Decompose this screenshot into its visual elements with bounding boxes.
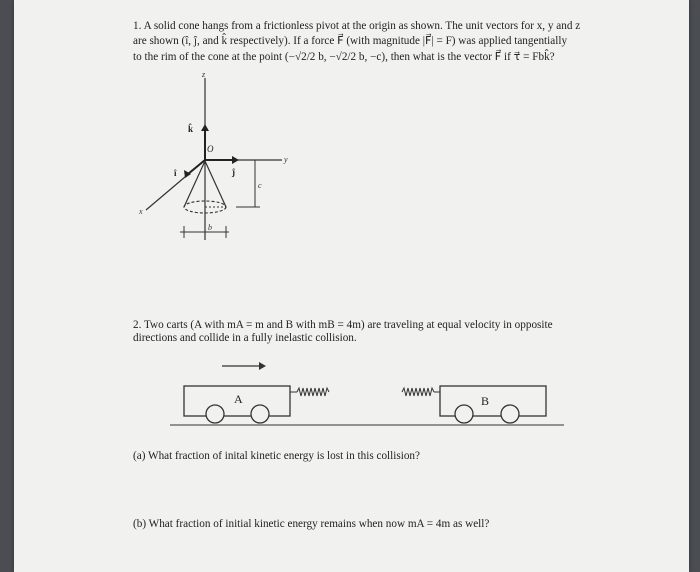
cart-a-wheel-right xyxy=(251,405,269,423)
j-vector-label: ĵ xyxy=(232,167,235,177)
j-arrowhead xyxy=(232,156,239,164)
z-axis-label: z xyxy=(202,70,206,79)
problem2-line1: 2. Two carts (A with mA = m and B with mB = 4m) are traveling at equal velocity in opposite xyxy=(133,319,553,331)
spring-a xyxy=(297,388,329,396)
k-arrowhead xyxy=(201,124,209,131)
k-vector-label: k̂ xyxy=(188,124,194,134)
c-label: c xyxy=(258,181,262,190)
problem1-line3: to the rim of the cone at the point (−√2/2 b, −√2/2 b, −c), then what is the vector F⃗ if τ⃗ = Fbk̂? xyxy=(133,51,555,63)
cart-b-label: B xyxy=(481,394,490,408)
y-axis-label: y xyxy=(284,155,288,164)
spring-b xyxy=(402,388,434,396)
cart-a-label: A xyxy=(234,392,243,406)
b-label: b xyxy=(208,223,212,232)
problem1-line1: 1. A solid cone hangs from a frictionless pivot at the origin as shown. The unit vectors for x, y and z xyxy=(133,20,581,32)
problem2-line2: directions and collide in a fully inelastic collision. xyxy=(133,332,357,344)
x-axis-label: x xyxy=(139,207,143,216)
velocity-arrowhead xyxy=(259,362,266,370)
cone-diagram xyxy=(14,0,689,572)
document-page xyxy=(14,0,689,572)
cart-a-wheel-left xyxy=(206,405,224,423)
origin-label: O xyxy=(207,144,214,154)
cart-b-wheel-left xyxy=(455,405,473,423)
problem2-part-b: (b) What fraction of initial kinetic energy remains when now mA = 4m as well? xyxy=(133,518,490,530)
cone-right-side xyxy=(205,161,226,207)
problem2-part-a: (a) What fraction of inital kinetic energy is lost in this collision? xyxy=(133,450,420,462)
i-vector-label: î xyxy=(174,168,177,178)
cart-b-wheel-right xyxy=(501,405,519,423)
problem1-line2: are shown (î, ĵ, and k̂ respectively). If a force F⃗ (with magnitude |F⃗| = F) was applied tangentially xyxy=(133,35,568,47)
